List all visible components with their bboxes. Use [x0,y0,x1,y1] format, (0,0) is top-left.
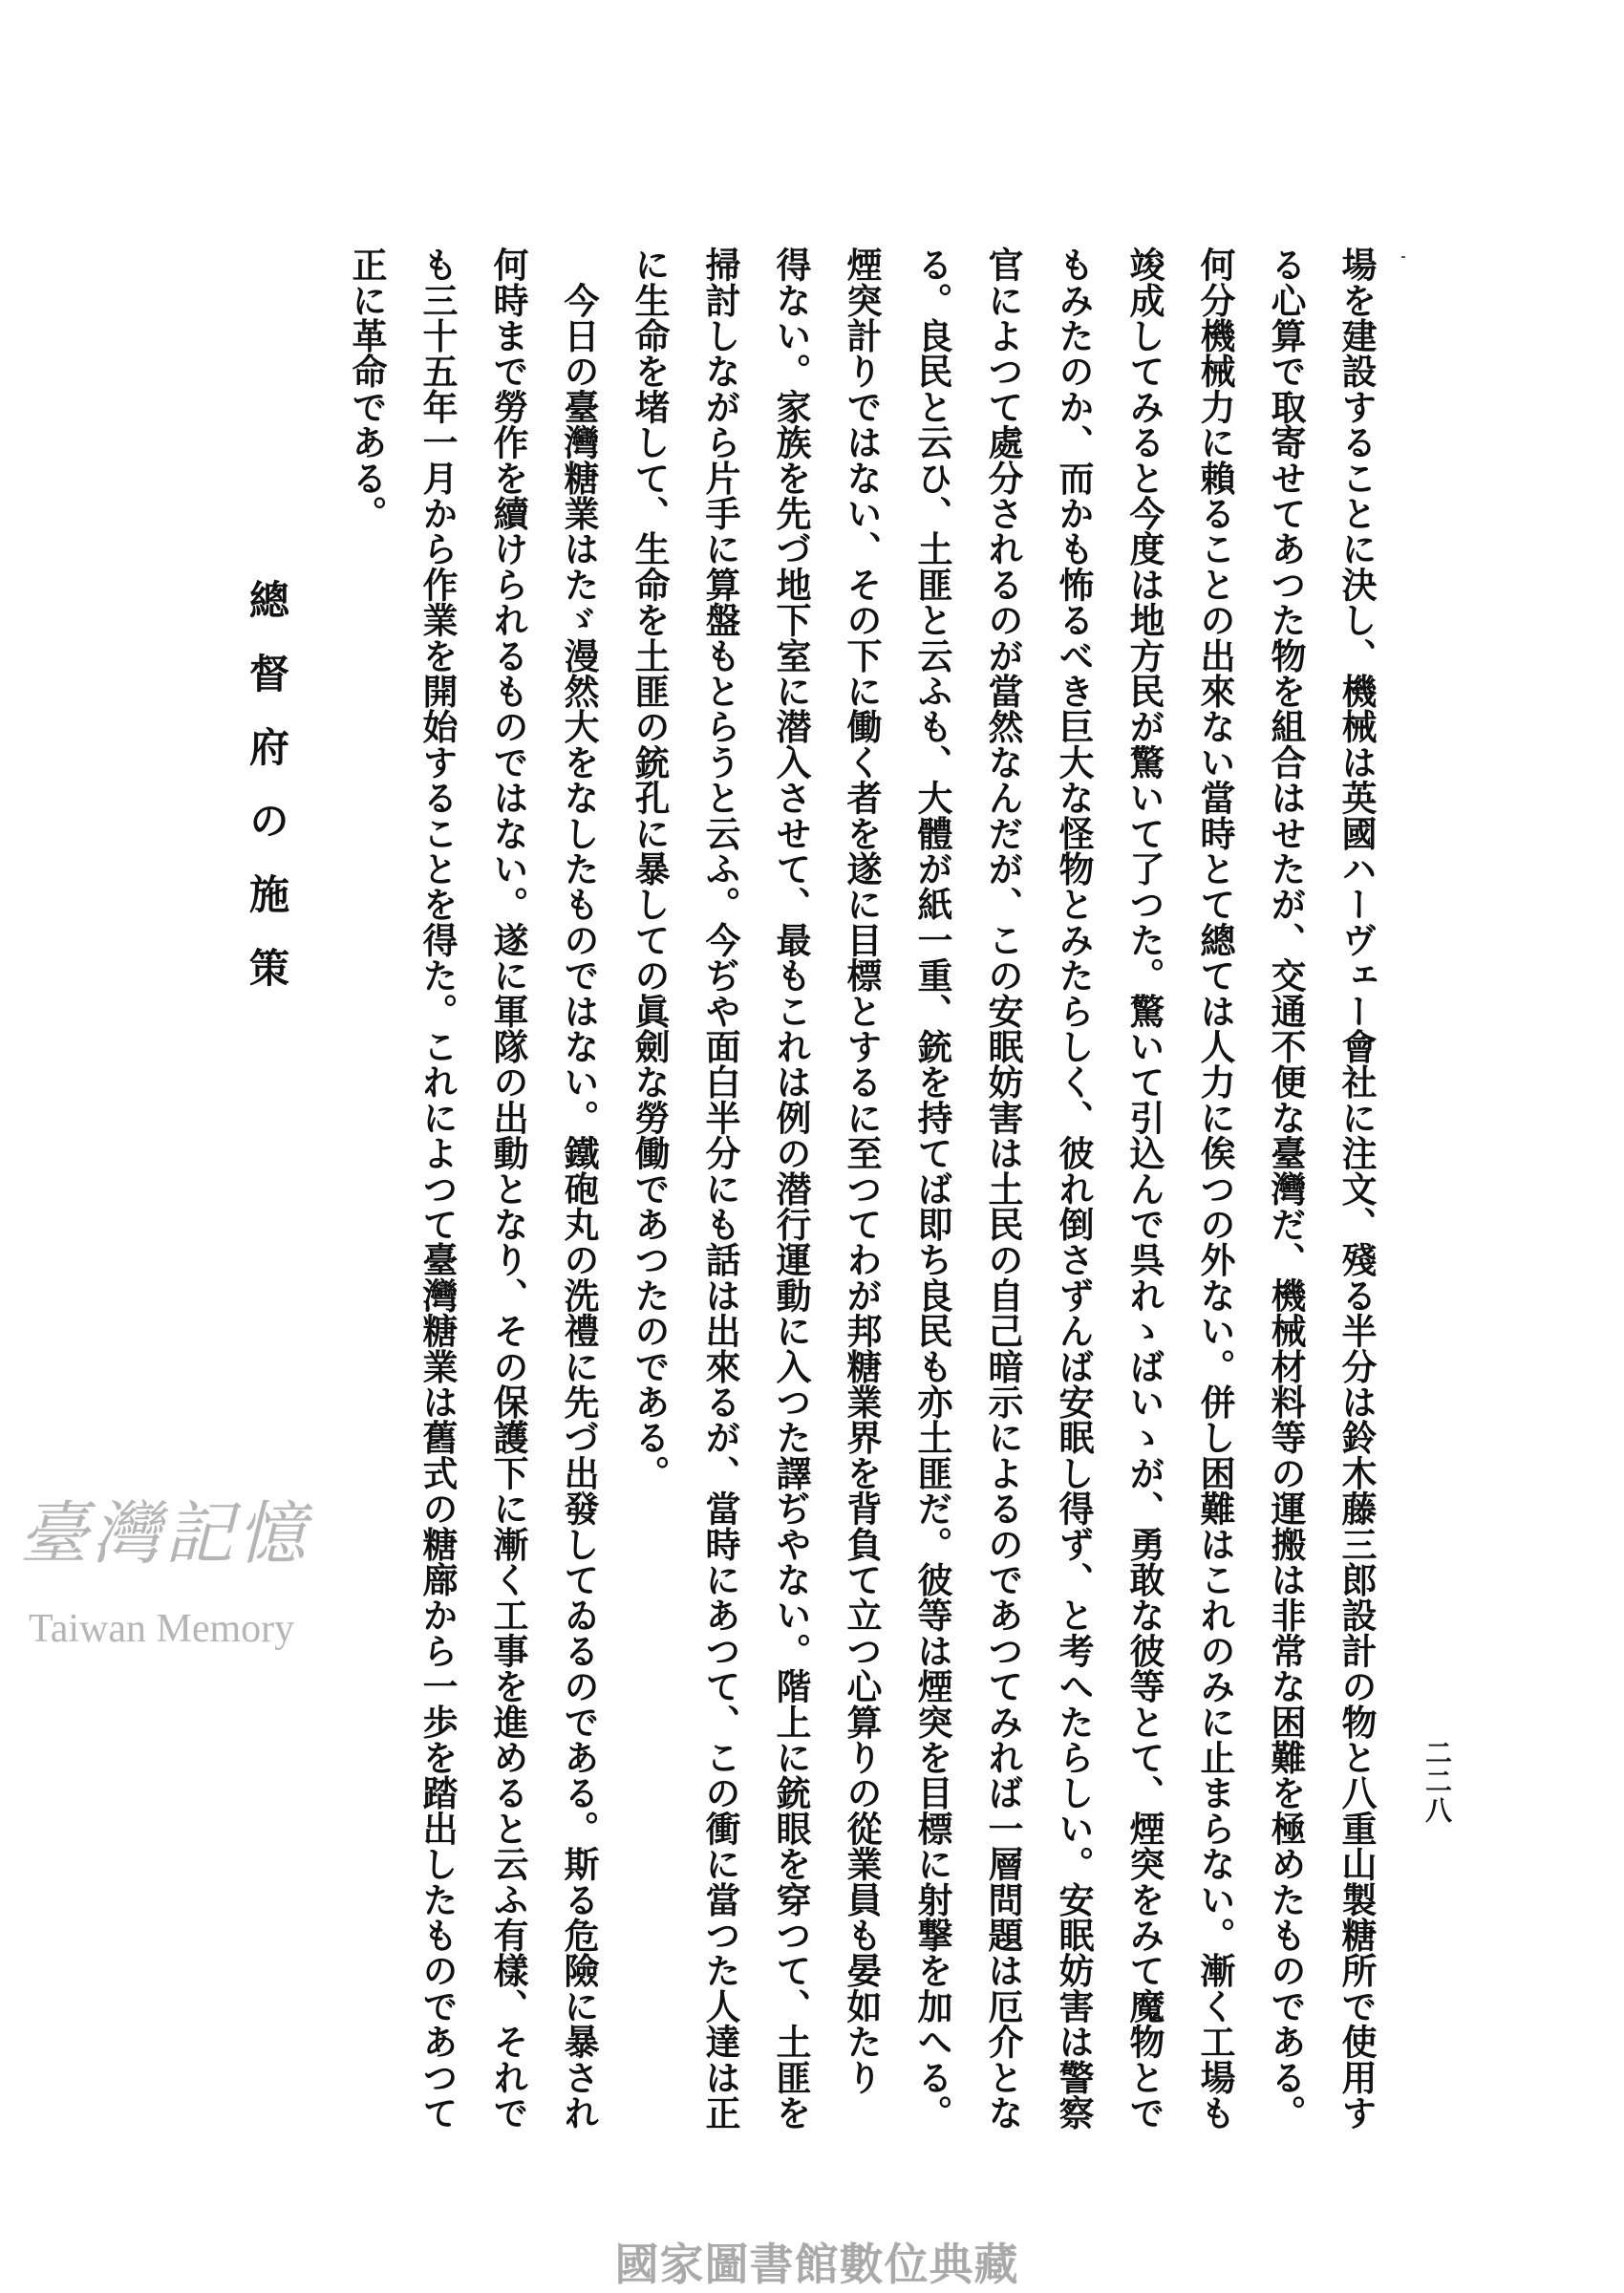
text-column: る心算で取寄せてあつた物を組合はせたが、交通不便な臺灣だ、機械材料等の運搬は非常な困難を極めたものである。 [1265,246,1306,2131]
text-column: 正に革命である。 [346,246,387,531]
text-column: 何時まで勞作を續けられるものではない。遂に軍隊の出動となり、その保護下に漸く工事を進めると云ふ有樣、それで [487,246,528,2131]
taiwan-memory-watermark [19,1490,315,1701]
library-credit: 國家圖書館數位典藏 [614,2239,1019,2290]
text-column: る。良民と云ひ、土匪と云ふも、大體が紙一重、銃を持てば即ち良民も亦土匪だ。彼等は煙突を目標に射撃を加へる。 [911,246,952,2131]
text-column: 今日の臺灣糖業はたゞ漫然大をなしたものではない。鐵砲丸の洗禮に先づ出發してゐるのである。斯る危險に暴され [558,246,599,2131]
page-number: 二二八 [1421,1739,1453,1825]
text-column: 場を建設することに決し、機械は英國ハーヴェー會社に注文、殘る半分は鈴木藤三郎設計の物と八重山製糖所で使用す [1336,246,1377,2131]
text-column: 何分機械力に賴ることの出來ない當時とて總ては人力に俟つの外ない。併し困難はこれのみに止まらない。漸く工場も [1194,246,1235,2131]
text-column: 煙突計りではない、その下に働く者を遂に目標とするに至つてわが邦糖業界を背負て立つ心算りの從業員も晏如たり [841,246,882,2095]
body-text [331,246,1391,2148]
text-column: 掃討しながら片手に算盤もとらうと云ふ。今ぢや面白半分にも話は出來るが、當時にあつて、この衝に當つた人達は正 [699,246,740,2131]
text-column: 官によつて處分されるのが當然なんだが、この安眠妨害は土民の自己暗示によるのであつてみれば一層問題は厄介とな [982,246,1023,2131]
watermark-logo-cjk: 臺灣記憶 [19,1493,310,1574]
running-title: 總督府の施策 [244,579,290,1020]
scan-speck [1401,256,1405,258]
watermark-logo-latin: Taiwan Memory [29,1607,295,1651]
text-column: もみたのか、而かも怖るべき巨大な怪物とみたらしく、彼れ倒さずんば安眠し得ず、と考へたらしい。安眠妨害は警察 [1053,246,1094,2131]
text-column: に生命を堵して、生命を土匪の銃孔に暴しての眞劍な勞働であつたのである。 [629,246,670,1490]
text-column: も三十五年一月から作業を開始することを得た。これによつて臺灣糖業は舊式の糖廍から一歩を踏出したものであつて [417,246,458,2131]
text-column: 竣成してみると今度は地方民が驚いて了つた。驚いて引込んで呉れゝばいゝが、勇敢な彼等とて、煙突をみて魔物とで [1123,246,1165,2131]
text-column: 得ない。家族を先づ地下室に潜入させて、最もこれは例の潜行運動に入つた譯ぢやない。階上に銃眼を穿つて、土匪を [770,246,811,2131]
